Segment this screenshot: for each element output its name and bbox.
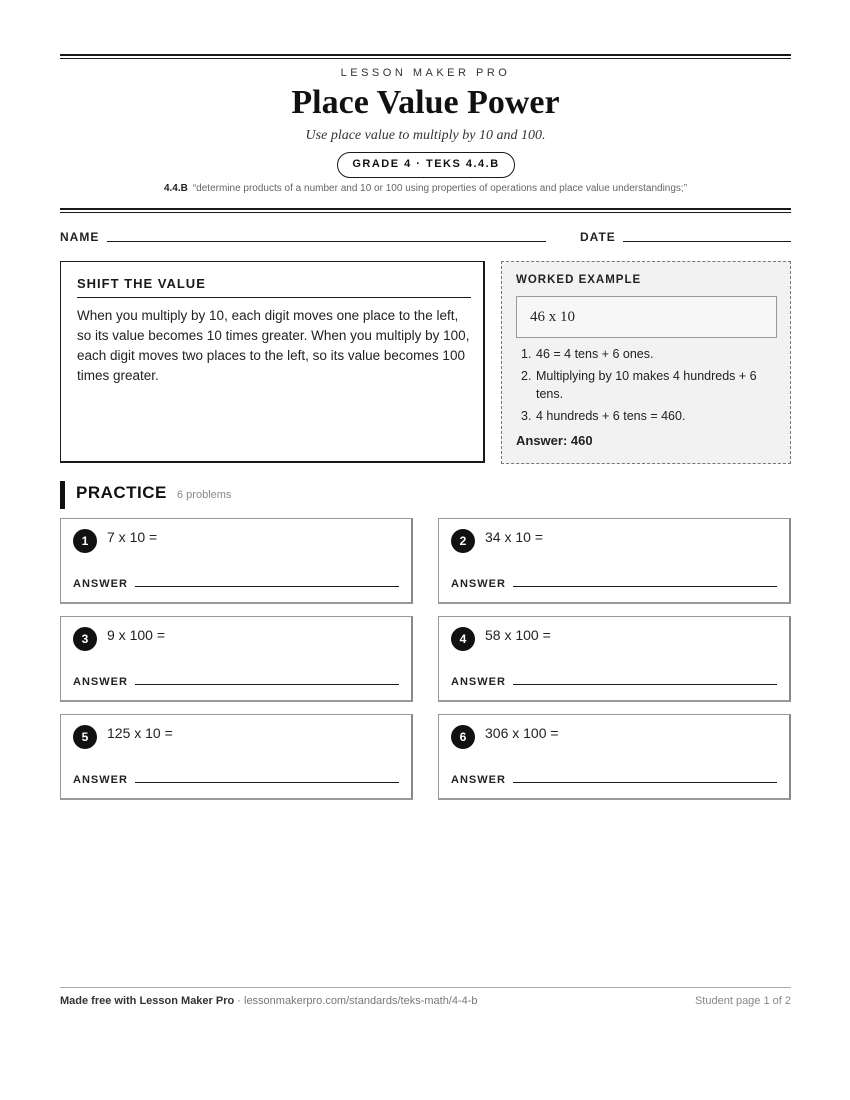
- problem-card-2: [438, 518, 791, 604]
- standard-text: “determine products of a number and 10 or 100 using properties of operations and place value understandings;”: [192, 183, 688, 194]
- answer-label: ANSWER: [451, 774, 506, 786]
- date-label: DATE: [580, 230, 616, 244]
- answer-label: ANSWER: [451, 676, 506, 688]
- worked-example-step: 3. 4 hundreds + 6 tens = 460.: [521, 409, 686, 423]
- grade-badge: GRADE 4 · TEKS 4.4.B: [337, 152, 515, 178]
- worksheet-page: [60, 0, 791, 1100]
- problem-expression: 125 x 10 =: [107, 725, 173, 741]
- worked-example-answer: Answer: 460: [516, 433, 593, 448]
- problem-expression: 7 x 10 =: [107, 529, 158, 545]
- problem-card-1: [60, 518, 413, 604]
- worked-example-card: [501, 261, 791, 464]
- standard-description: [60, 183, 791, 194]
- worked-example-step: 2. Multiplying by 10 makes 4 hundreds + 6 tens.: [521, 369, 757, 401]
- worked-example-steps: [516, 345, 778, 429]
- header-bottom-rule: [60, 208, 791, 213]
- answer-label: ANSWER: [73, 578, 128, 590]
- date-field[interactable]: [623, 241, 791, 242]
- footer-credit: [60, 995, 478, 1007]
- problem-card-5: [60, 714, 413, 800]
- answer-field[interactable]: [513, 586, 777, 587]
- footer-rule: [60, 987, 791, 988]
- worked-example-heading: WORKED EXAMPLE: [516, 274, 642, 286]
- problem-card-3: [60, 616, 413, 702]
- problem-number-badge: 6: [451, 725, 475, 749]
- answer-field[interactable]: [513, 684, 777, 685]
- footer-url: lessonmakerpro.com/standards/teks-math/4-4-b: [244, 995, 478, 1007]
- problem-card-4: [438, 616, 791, 702]
- footer-separator: ·: [234, 995, 244, 1007]
- problem-expression: 58 x 100 =: [485, 627, 551, 643]
- problem-expression: 306 x 100 =: [485, 725, 559, 741]
- problem-number-badge: 5: [73, 725, 97, 749]
- page-title: Place Value Power: [291, 84, 560, 121]
- problem-number-badge: 1: [73, 529, 97, 553]
- problem-number-badge: 2: [451, 529, 475, 553]
- concept-body: When you multiply by 10, each digit moves one place to the left, so its value becomes 10 times greater. When you multiply by 100, each digit moves two places to the left, so its value becomes 100 times greater.: [77, 308, 470, 383]
- answer-field[interactable]: [135, 586, 399, 587]
- problem-expression: 34 x 10 =: [485, 529, 543, 545]
- answer-label: ANSWER: [73, 774, 128, 786]
- worked-example-expression: 46 x 10: [516, 296, 777, 338]
- footer-made-with: Made free with Lesson Maker Pro: [60, 995, 235, 1007]
- concept-card: [60, 261, 485, 463]
- name-field[interactable]: [107, 241, 546, 242]
- answer-label: ANSWER: [73, 676, 128, 688]
- name-label: NAME: [60, 230, 100, 244]
- practice-heading: PRACTICE: [76, 483, 167, 502]
- answer-field[interactable]: [135, 684, 399, 685]
- practice-accent-bar: [60, 481, 65, 509]
- standard-code: 4.4.B: [163, 183, 188, 194]
- answer-label: ANSWER: [451, 578, 506, 590]
- practice-count: 6 problems: [177, 489, 232, 501]
- answer-field[interactable]: [513, 782, 777, 783]
- problem-number-badge: 4: [451, 627, 475, 651]
- footer-page-number: Student page 1 of 2: [694, 995, 791, 1007]
- concept-heading: SHIFT THE VALUE: [77, 276, 471, 298]
- name-date-row: [60, 230, 791, 246]
- page-subtitle: Use place value to multiply by 10 and 100.: [305, 128, 546, 143]
- brand-label: LESSON MAKER PRO: [340, 67, 511, 79]
- header-top-rule: [60, 54, 791, 59]
- answer-field[interactable]: [135, 782, 399, 783]
- problem-number-badge: 3: [73, 627, 97, 651]
- problem-expression: 9 x 100 =: [107, 627, 165, 643]
- worked-example-step: 1. 46 = 4 tens + 6 ones.: [521, 347, 654, 361]
- problem-card-6: [438, 714, 791, 800]
